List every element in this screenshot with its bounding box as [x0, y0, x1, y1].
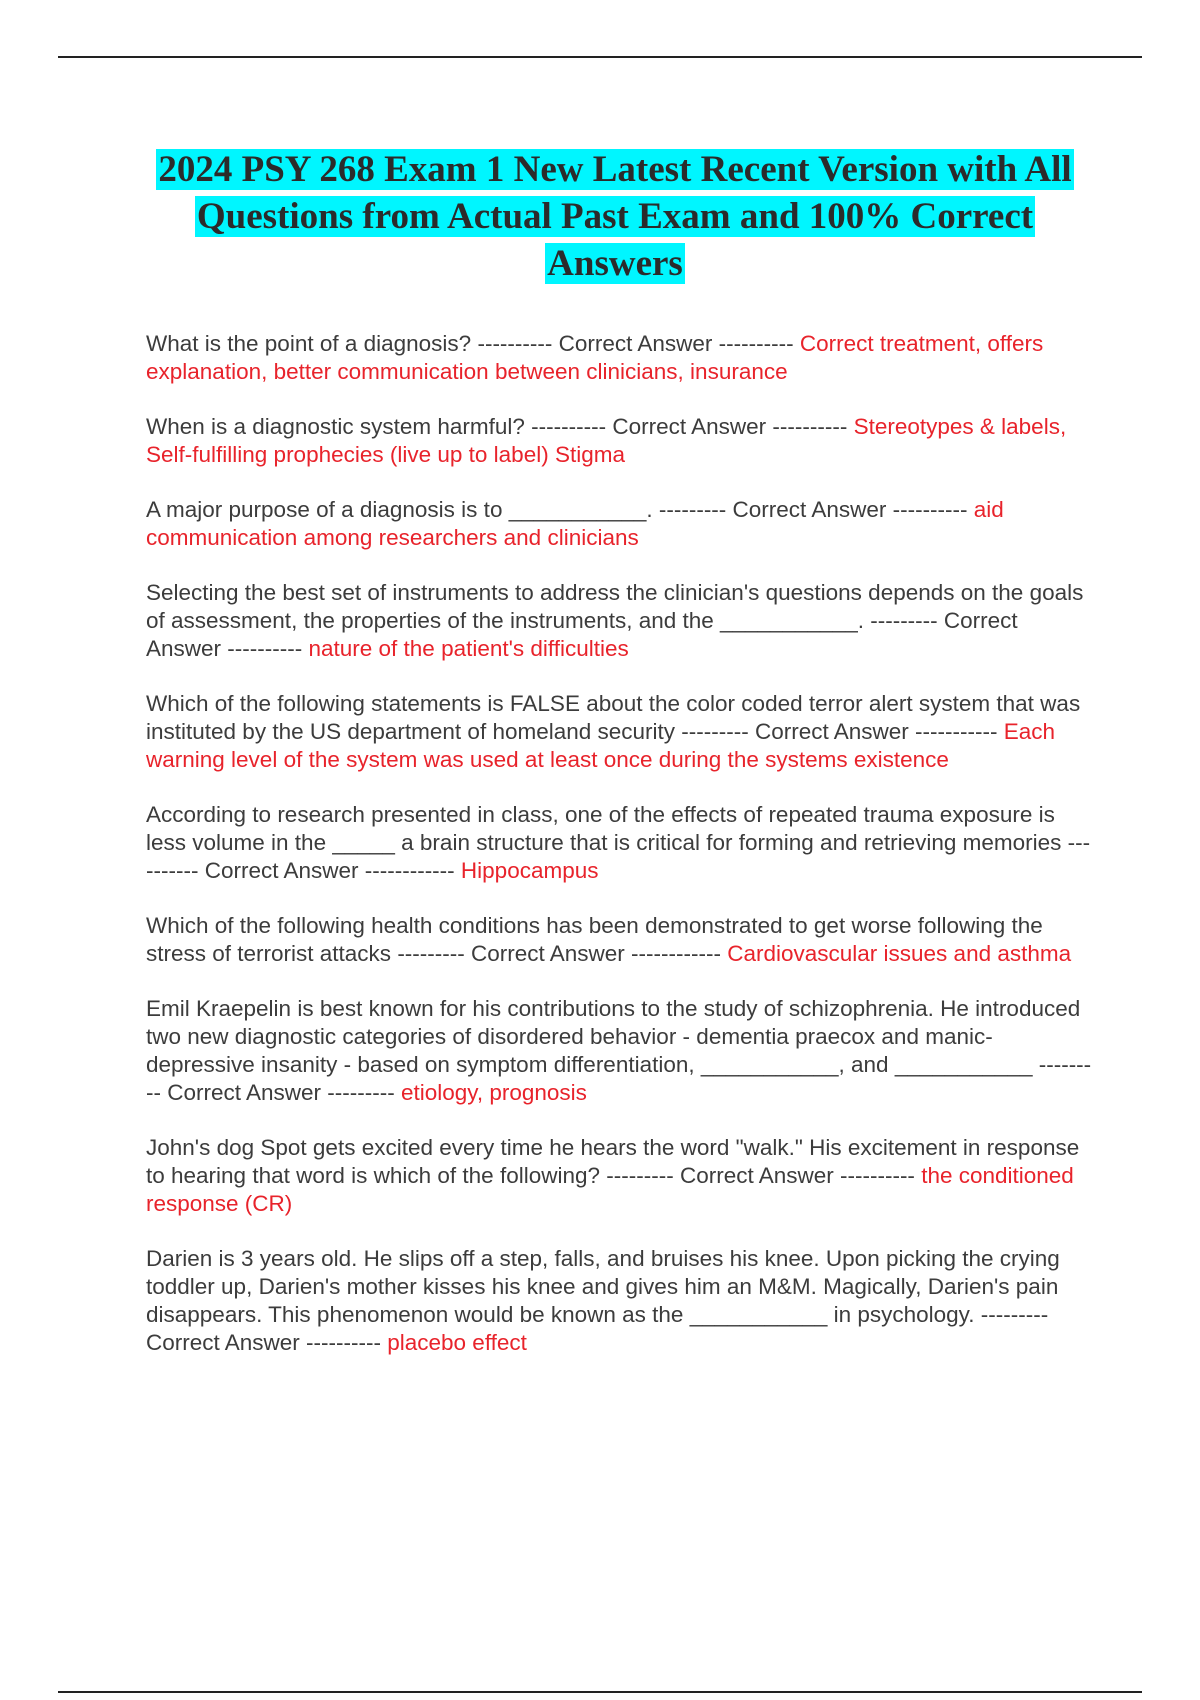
- qa-item-1: [146, 330, 1092, 386]
- title-highlight: 2024 PSY 268 Exam 1 New Latest Recent Version with All Questions from Actual Past Exam and 100% Correct Answers: [158, 149, 1072, 284]
- question-text: John's dog Spot gets excited every time he hears the word "walk." His excitement in response to hearing that word is which of the following?: [146, 1135, 1080, 1188]
- qa-item-6: [146, 801, 1092, 885]
- answer-text: placebo effect: [387, 1330, 527, 1355]
- question-text: According to research presented in class, one of the effects of repeated trauma exposure is less volume in the _____ a brain structure that is critical for forming and retrieving memories: [146, 802, 1062, 855]
- answer-separator: --------- Correct Answer ----------: [652, 497, 974, 522]
- answer-text: Correct treatment, offers explanation, better communication between clinicians, insurance: [146, 331, 1044, 384]
- qa-item-9: [146, 1134, 1092, 1218]
- answer-text: the conditioned response (CR): [146, 1163, 1074, 1216]
- qa-item-5: [146, 690, 1092, 774]
- question-text: Which of the following statements is FALSE about the color coded terror alert system that was instituted by the US department of homeland security: [146, 691, 1081, 744]
- answer-text: Stereotypes & labels, Self-fulfilling prophecies (live up to label) Stigma: [146, 414, 1067, 467]
- answer-text: aid communication among researchers and clinicians: [146, 497, 1004, 550]
- question-text: Which of the following health conditions has been demonstrated to get worse following the stress of terrorist attacks: [146, 913, 1043, 966]
- question-text: A major purpose of a diagnosis is to ___________.: [146, 497, 653, 522]
- question-text: Emil Kraepelin is best known for his contributions to the study of schizophrenia. He introduced two new diagnostic categories of disordered behavior - dementia praecox and manic-depressive insanity - based on symptom differentiation, ___________, and ___________: [146, 996, 1081, 1077]
- qa-list: [146, 330, 1092, 1357]
- qa-item-3: [146, 496, 1092, 552]
- answer-separator: ---------- Correct Answer ------------: [146, 830, 1091, 883]
- answer-text: nature of the patient's difficulties: [308, 636, 629, 661]
- answer-separator: ---------- Correct Answer ----------: [524, 414, 854, 439]
- qa-item-7: [146, 912, 1092, 968]
- answer-text: Hippocampus: [460, 858, 599, 883]
- answer-separator: --------- Correct Answer ------------: [391, 941, 728, 966]
- answer-text: Each warning level of the system was used at least once during the systems existence: [146, 719, 1055, 772]
- page-title: [140, 146, 1090, 287]
- qa-item-8: [146, 995, 1092, 1107]
- answer-separator: --------- Correct Answer ---------: [146, 1052, 1092, 1105]
- answer-separator: --------- Correct Answer -----------: [675, 719, 1004, 744]
- answer-separator: ---------- Correct Answer ----------: [471, 331, 800, 356]
- top-rule: [58, 56, 1142, 58]
- question-text: What is the point of a diagnosis?: [146, 331, 472, 356]
- answer-separator: --------- Correct Answer ----------: [146, 1302, 1049, 1355]
- qa-item-2: [146, 413, 1092, 469]
- question-text: Selecting the best set of instruments to address the clinician's questions depends on the goals of assessment, the properties of the instruments, and the ___________.: [146, 580, 1084, 633]
- answer-text: etiology, prognosis: [400, 1080, 587, 1105]
- answer-text: Cardiovascular issues and asthma: [727, 941, 1072, 966]
- qa-item-10: [146, 1245, 1092, 1357]
- answer-separator: --------- Correct Answer ----------: [146, 608, 1018, 661]
- question-text: Darien is 3 years old. He slips off a step, falls, and bruises his knee. Upon picking the crying toddler up, Darien's mother kisses his knee and gives him an M&M. Magically, Darien's pain disappears. This phenomenon would be known as the ___________ in psychology.: [146, 1246, 1060, 1327]
- qa-item-4: [146, 579, 1092, 663]
- bottom-rule: [58, 1691, 1142, 1693]
- answer-separator: --------- Correct Answer ----------: [600, 1163, 922, 1188]
- question-text: When is a diagnostic system harmful?: [146, 414, 525, 439]
